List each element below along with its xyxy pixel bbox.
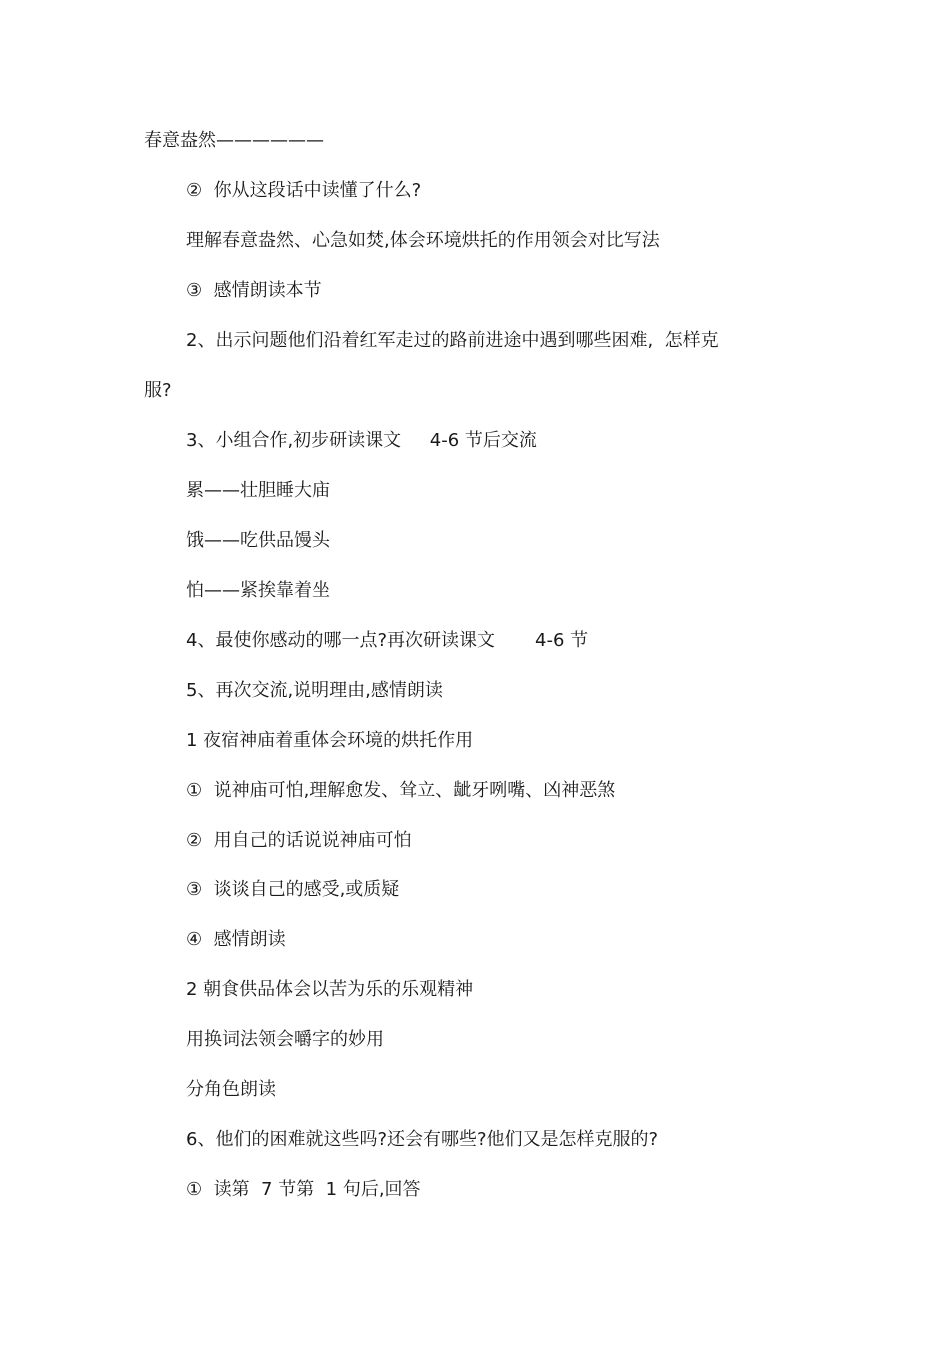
text-line: 2 朝食供品体会以苦为乐的乐观精神: [186, 979, 474, 1000]
text-line: 累——壮胆睡大庙: [186, 480, 330, 501]
text-line: 怕——紧挨靠着坐: [186, 580, 330, 601]
text-line: ② 用自己的话说说神庙可怕: [186, 830, 412, 851]
text-line: 理解春意盎然、心急如焚,体会环境烘托的作用领会对比写法: [186, 230, 660, 251]
text-line: 5、再次交流,说明理由,感情朗读: [186, 680, 443, 701]
text-line: 1 夜宿神庙着重体会环境的烘托作用: [186, 730, 474, 751]
text-line: 服?: [144, 380, 172, 401]
text-line: ② 你从这段话中读懂了什么?: [186, 180, 422, 201]
text-line: ④ 感情朗读: [186, 929, 286, 950]
text-line: 饿——吃供品馒头: [186, 530, 330, 551]
text-line: 6、他们的困难就这些吗?还会有哪些?他们又是怎样克服的?: [186, 1129, 659, 1150]
text-line: 分角色朗读: [186, 1079, 276, 1100]
text-line: ③ 感情朗读本节: [186, 280, 322, 301]
text-line: ① 说神庙可怕,理解愈发、耸立、龇牙咧嘴、凶神恶煞: [186, 780, 616, 801]
text-line: 2、出示问题他们沿着红军走过的路前进途中遇到哪些困难, 怎样克: [186, 330, 719, 351]
text-line: 4、最使你感动的哪一点?再次研读课文 4-6 节: [186, 630, 589, 651]
text-line: 春意盎然——————: [144, 130, 324, 151]
text-line: ③ 谈谈自己的感受,或质疑: [186, 879, 400, 900]
text-line: ① 读第 7 节第 1 句后,回答: [186, 1179, 421, 1200]
text-line: 用换词法领会嚼字的妙用: [186, 1029, 384, 1050]
text-line: 3、小组合作,初步研读课文 4-6 节后交流: [186, 430, 537, 451]
